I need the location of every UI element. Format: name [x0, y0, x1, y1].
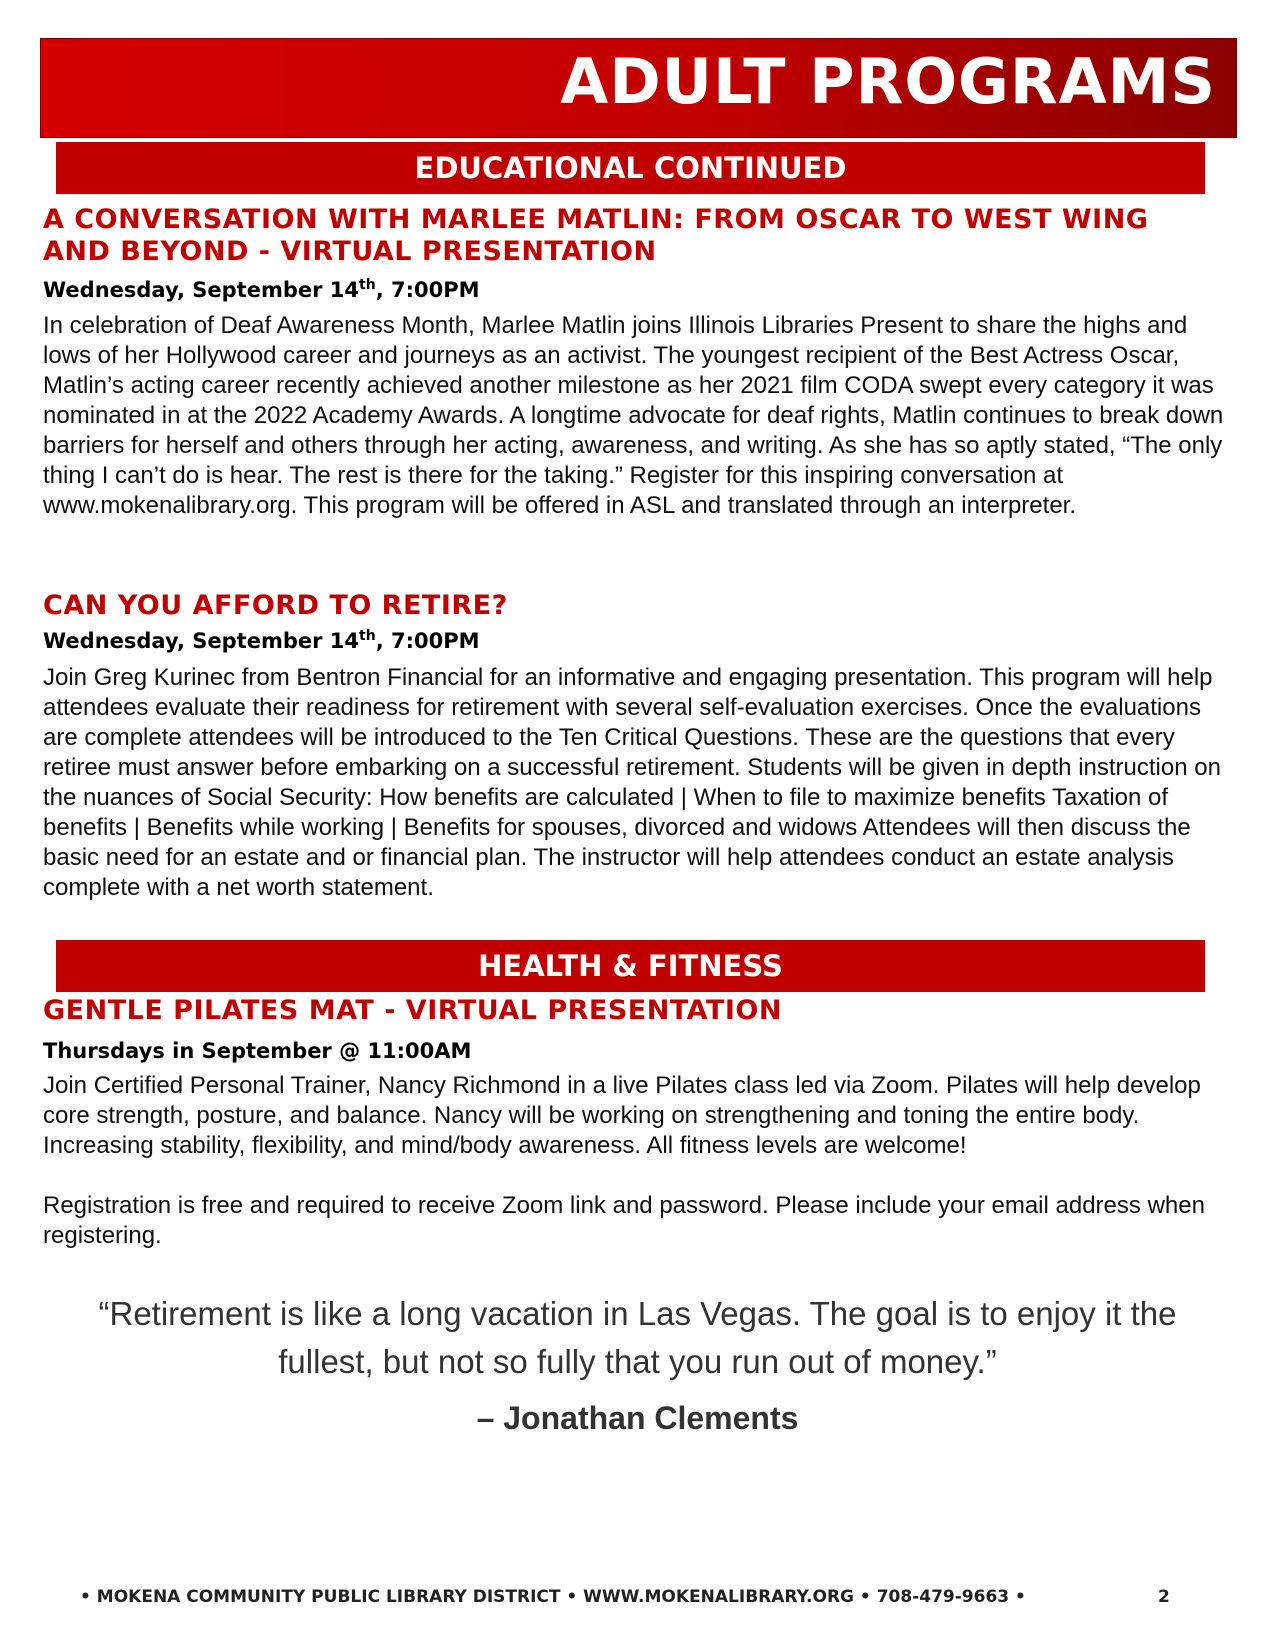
program-date-retire-time: , 7:00PM [375, 629, 480, 653]
program-date-retire [43, 628, 480, 654]
program-title-matlin: A CONVERSATION WITH MARLEE MATLIN: FROM OSCAR TO WEST WING AND BEYOND - VIRTUAL PRESENTATION [43, 204, 1149, 267]
program-description-matlin: In celebration of Deaf Awareness Month, Marlee Matlin joins Illinois Libraries Present to share the highs and lows of her Hollywood career and journeys as an activist. The youngest recipient of the Best Actress Oscar, Matlin’s acting career recently achieved another milestone as her 2021 film CODA swept every category it was nominated in at the 2022 Academy Awards. A longtime advocate for deaf rights, Matlin continues to break down barriers for herself and others through her acting, awareness, and writing. As she has so aptly stated, “The only thing I can’t do is hear. The rest is there for the taking.” Register for this inspiring conversation at www.mokenalibrary.org. This program will be offered in ASL and translated through an interpreter. [43, 312, 1224, 519]
program-description-pilates: Join Certified Personal Trainer, Nancy Richmond in a live Pilates class led via Zoom. Pilates will help develop core strength, posture, and balance. Nancy will be working on strengthening and toning the entire body. Increasing stability, flexibility, and mind/body awareness. All fitness levels are welcome! [43, 1072, 1201, 1159]
header-banner [40, 38, 1237, 138]
program-title-retire: CAN YOU AFFORD TO RETIRE? [43, 590, 508, 621]
footer-contact: • MOKENA COMMUNITY PUBLIC LIBRARY DISTRICT • WWW.MOKENALIBRARY.ORG • 708-479-9663 • [80, 1587, 1026, 1607]
quote-author: – Jonathan Clements [476, 1400, 799, 1436]
program-description-retire: Join Greg Kurinec from Bentron Financial for an informative and engaging presentation. This program will help attendees evaluate their readiness for retirement with several self-evaluation exercises. Once the evaluations are complete attendees will be introduced to the Ten Critical Questions. These are the questions that every retiree must answer before embarking on a successful retirement. Students will be given in depth instruction on the nuances of Social Security: How benefits are calculated | When to file to maximize benefits Taxation of benefits | Benefits while working | Benefits for spouses, divorced and widows Attendees will then discuss the basic need for an estate and or financial plan. The instructor will help attendees conduct an estate analysis complete with a net worth statement. [43, 664, 1221, 901]
program-title-pilates: GENTLE PILATES MAT - VIRTUAL PRESENTATION [43, 995, 782, 1026]
program-date-retire-ordinal: th [359, 628, 376, 644]
page-number: 2 [1158, 1587, 1170, 1607]
program-date-matlin-time: , 7:00PM [375, 278, 480, 302]
section-header-health: HEALTH & FITNESS [56, 940, 1205, 992]
program-date-pilates: Thursdays in September @ 11:00AM [43, 1039, 472, 1063]
program-date-matlin-ordinal: th [359, 277, 376, 293]
program-registration-note-pilates: Registration is free and required to receive Zoom link and password. Please include your email address when registering. [43, 1192, 1205, 1249]
page-title: ADULT PROGRAMS [560, 45, 1216, 118]
program-date-matlin-main: Wednesday, September 14 [43, 278, 360, 302]
section-header-educational: EDUCATIONAL CONTINUED [56, 142, 1205, 194]
quote-text: “Retirement is like a long vacation in Las Vegas. The goal is to enjoy it the fullest, but not so fully that you run out of money.” [98, 1295, 1177, 1380]
program-date-retire-main: Wednesday, September 14 [43, 629, 360, 653]
program-date-matlin [43, 277, 480, 303]
